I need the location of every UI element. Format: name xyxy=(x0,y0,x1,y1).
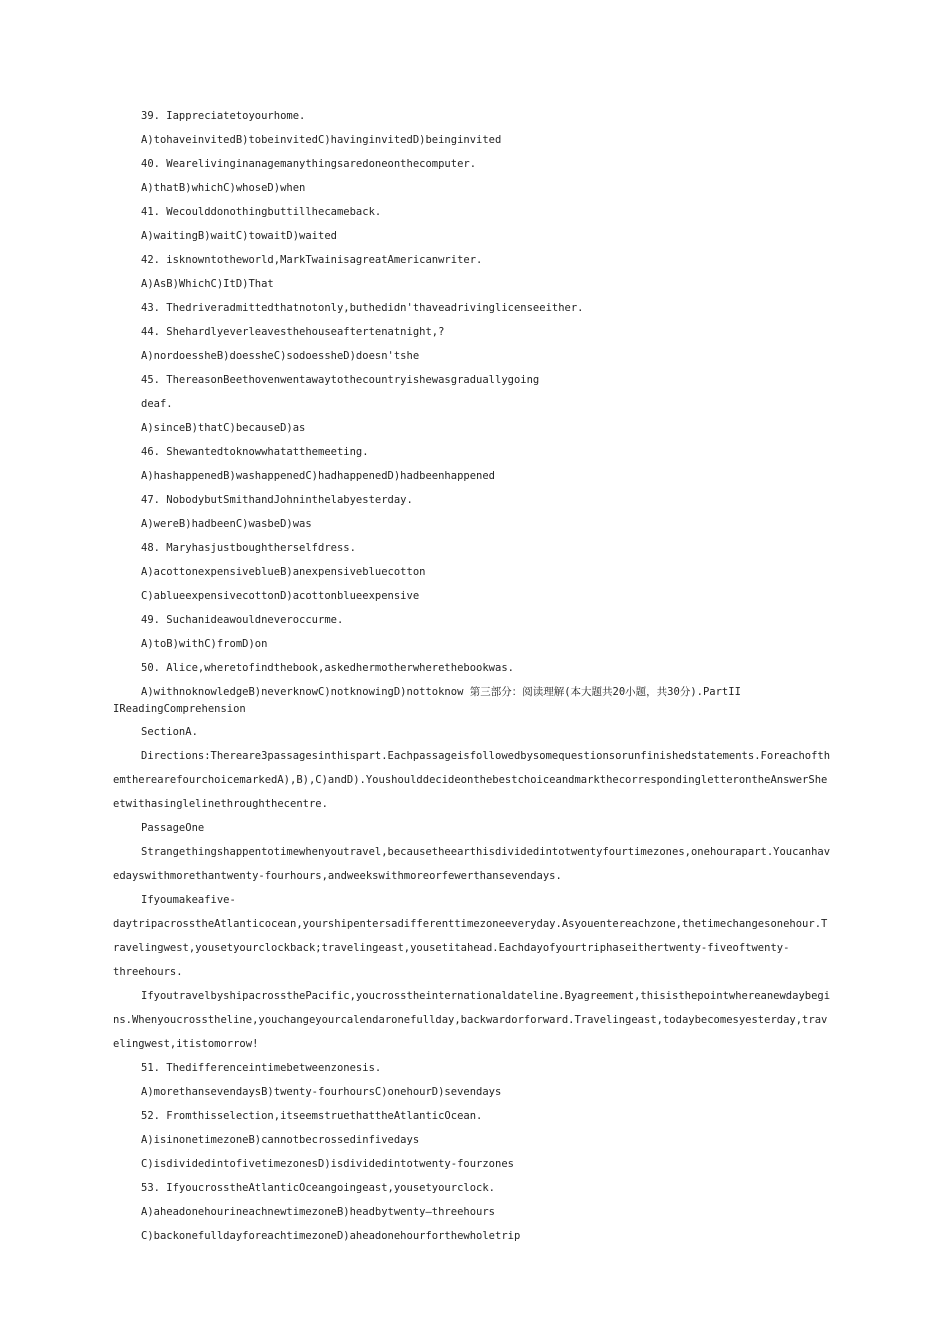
question-45-cont: deaf. xyxy=(141,398,173,410)
question-53: 53. IfyoucrosstheAtlanticOceangoingeast,yousetyourclock. xyxy=(141,1182,496,1194)
question-50: 50. Alice,wheretofindthebook,askedhermotherwherethebookwas. xyxy=(141,662,514,674)
question-43: 43. Thedriveradmittedthatnotonly,buthedidn'thaveadrivinglicenseeither. xyxy=(141,302,584,314)
passage-p1-line-1: Strangethingshappentotimewhenyoutravel,becausetheearthisdividedintotwentyfourtimezones,onehourapart.Youcanhav xyxy=(141,846,831,858)
question-47: 47. NobodybutSmithandJohninthelabyesterday. xyxy=(141,494,413,506)
passage-one-title: PassageOne xyxy=(141,822,205,834)
section-heading-cont: IReadingComprehension xyxy=(113,703,246,715)
question-49: 49. Suchanideawouldneveroccurme. xyxy=(141,614,344,626)
question-51: 51. Thedifferenceintimebetweenzonesis. xyxy=(141,1062,382,1074)
question-46: 46. Shewantedtoknowwhatatthemeeting. xyxy=(141,446,369,458)
passage-p2-line-2: daytripacrosstheAtlanticocean,yourshipentersadifferenttimezoneeveryday.Asyouentereachzone,thetimechangesonehour.T xyxy=(113,918,828,930)
options-48-ab: A)acottonexpensiveblueB)anexpensivebluecotton xyxy=(141,566,426,578)
options-52-cd: C)isdividedintofivetimezonesD)isdividedintotwenty-fourzones xyxy=(141,1158,514,1170)
options-44: A)nordoessheB)doessheC)sodoessheD)doesn'tshe xyxy=(141,350,420,362)
question-45: 45. ThereasonBeethovenwentawaytothecountryishewasgraduallygoing xyxy=(141,374,540,386)
options-53-cd: C)backonefulldayforeachtimezoneD)aheadonehourforthewholetrip xyxy=(141,1230,521,1242)
passage-p1-line-2: edayswithmorethantwenty-fourhours,andweekswithmoreorfewerthansevendays. xyxy=(113,870,562,882)
question-52: 52. Fromthisselection,itseemstruethattheAtlanticOcean. xyxy=(141,1110,483,1122)
question-40: 40. Wearelivinginanagemanythingsaredoneonthecomputer. xyxy=(141,158,477,170)
question-41: 41. Wecoulddonothingbuttillhecameback. xyxy=(141,206,382,218)
question-42: 42. isknowntotheworld,MarkTwainisagreatAmericanwriter. xyxy=(141,254,483,266)
options-52-ab: A)isinonetimezoneB)cannotbecrossedinfivedays xyxy=(141,1134,420,1146)
options-41: A)waitingB)waitC)towaitD)waited xyxy=(141,230,337,242)
passage-p2-line-4: threehours. xyxy=(113,966,183,978)
passage-p2-line-1: Ifyoumakeafive- xyxy=(141,894,236,906)
options-50-and-section-heading: A)withnoknowledgeB)neverknowC)notknowingD)nottoknow 第三部分：阅读理解(本大题共20小题，共30分).PartII xyxy=(141,686,741,698)
options-53-ab: A)aheadonehourineachnewtimezoneB)headbytwenty—threehours xyxy=(141,1206,496,1218)
question-48: 48. Maryhasjustboughtherselfdress. xyxy=(141,542,356,554)
options-45: A)sinceB)thatC)becauseD)as xyxy=(141,422,306,434)
directions-line-2: emtherearefourchoicemarkedA),B),C)andD).YoushoulddecideonthebestchoiceandmarkthecorrespondingletterontheAnswerShe xyxy=(113,774,828,786)
passage-p2-line-3: ravelingwest,yousetyourclockback;travelingeast,yousetitahead.Eachdayofyourtriphaseithertwenty-fiveoftwenty- xyxy=(113,942,790,954)
question-39: 39. Iappreciatetoyourhome. xyxy=(141,110,306,122)
passage-p3-line-1: IfyoutravelbyshipacrossthePacific,youcrosstheinternationaldateline.Byagreement,thisisthepointwhereanewdaybegi xyxy=(141,990,831,1002)
passage-p3-line-2: ns.Whenyoucrosstheline,youchangeyourcalendaronefullday,backwardorforward.Travelingeast,todaybecomesyesterday,trav xyxy=(113,1014,828,1026)
options-39: A)tohaveinvitedB)tobeinvitedC)havinginvitedD)beinginvited xyxy=(141,134,502,146)
options-42: A)AsB)WhichC)ItD)That xyxy=(141,278,274,290)
options-47: A)wereB)hadbeenC)wasbeD)was xyxy=(141,518,312,530)
directions-line-3: etwithasinglelinethroughthecentre. xyxy=(113,798,328,810)
options-49: A)toB)withC)fromD)on xyxy=(141,638,268,650)
section-a-label: SectionA. xyxy=(141,726,198,738)
options-51: A)morethansevendaysB)twenty-fourhoursC)onehourD)sevendays xyxy=(141,1086,502,1098)
question-44: 44. Shehardlyeverleavesthehouseaftertenatnight,? xyxy=(141,326,445,338)
passage-p3-line-3: elingwest,itistomorrow! xyxy=(113,1038,259,1050)
options-48-cd: C)ablueexpensivecottonD)acottonblueexpensive xyxy=(141,590,420,602)
options-40: A)thatB)whichC)whoseD)when xyxy=(141,182,306,194)
directions-line-1: Directions:Thereare3passagesinthispart.Eachpassageisfollowedbysomequestionsorunfinishedstatements.Foreachofth xyxy=(141,750,831,762)
options-46: A)hashappenedB)washappenedC)hadhappenedD)hadbeenhappened xyxy=(141,470,496,482)
